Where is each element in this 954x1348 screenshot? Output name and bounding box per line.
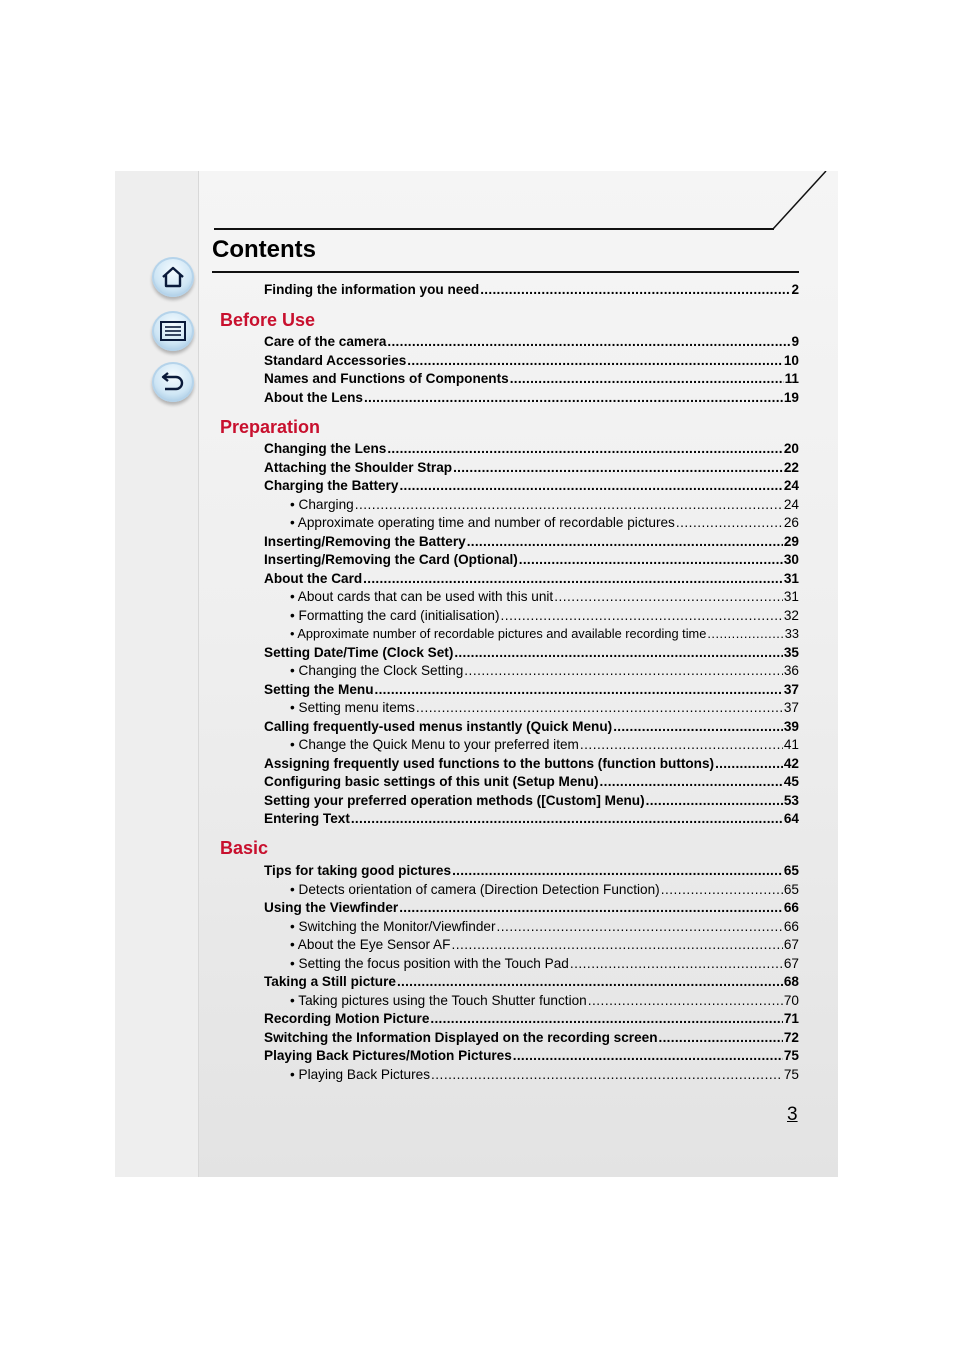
toc-entry-label: • Charging: [290, 497, 354, 512]
toc-entry-page: 24: [783, 478, 799, 493]
toc-entry-label: Calling frequently-used menus instantly (Quick Menu): [264, 719, 613, 734]
toc-entry-label: Finding the information you need: [264, 282, 480, 297]
dot-leader: [554, 588, 783, 606]
toc-entry-page: 2: [791, 282, 799, 297]
menu-list-icon: [159, 320, 187, 342]
toc-entry-page: 37: [783, 700, 799, 715]
page-number[interactable]: 3: [787, 1104, 798, 1125]
toc-subentry[interactable]: [290, 955, 799, 973]
toc-entry-label: • Detects orientation of camera (Direction Detection Function): [290, 882, 660, 897]
toc-entry[interactable]: [264, 370, 799, 388]
page-title: Contents: [212, 236, 316, 263]
toc-entry[interactable]: [264, 792, 799, 810]
toc-subentry[interactable]: [290, 881, 799, 899]
toc-entry-label: Names and Functions of Components: [264, 371, 509, 386]
dot-leader: [416, 699, 783, 717]
toc-entry-page: 67: [783, 956, 799, 971]
dot-leader: [510, 370, 784, 388]
toc-subentry[interactable]: [290, 699, 799, 717]
toc-entry-label: Standard Accessories: [264, 353, 407, 368]
toc-entry-page: 20: [783, 441, 799, 456]
dot-leader: [497, 918, 783, 936]
toc-entry-label: Recording Motion Picture: [264, 1011, 430, 1026]
toc-entry[interactable]: [264, 1010, 799, 1028]
toc-entry-label: • Taking pictures using the Touch Shutter function: [290, 993, 587, 1008]
toc-entry-page: 11: [784, 371, 799, 386]
toc-entry-label: • Playing Back Pictures: [290, 1067, 430, 1082]
dot-leader: [363, 570, 783, 588]
toc-entry-page: 68: [783, 974, 799, 989]
toc-entry-page: 22: [783, 460, 799, 475]
toc-entry-label: Entering Text: [264, 811, 350, 826]
toc-subentry[interactable]: [290, 736, 799, 754]
toc-entry-page: 10: [783, 353, 799, 368]
dot-leader: [399, 899, 783, 917]
toc-entry-label: Playing Back Pictures/Motion Pictures: [264, 1048, 512, 1063]
dot-leader: [355, 496, 783, 514]
toc-subentry[interactable]: [290, 625, 799, 643]
toc-entry-page: 24: [783, 497, 799, 512]
toc-entry-page: 45: [783, 774, 799, 789]
toc-entry-label: • Changing the Clock Setting: [290, 663, 464, 678]
toc-entry-page: 31: [783, 589, 799, 604]
dot-leader: [453, 459, 783, 477]
toc-entry-page: 65: [783, 882, 799, 897]
dot-leader: [451, 936, 782, 954]
toc-entry-label: Inserting/Removing the Card (Optional): [264, 552, 518, 567]
toc-entry-label: Taking a Still picture: [264, 974, 396, 989]
toc-subentry[interactable]: [290, 496, 799, 514]
toc-entry-label: • About the Eye Sensor AF: [290, 937, 451, 952]
toc-entry-page: 37: [783, 682, 799, 697]
toc-entry-label: • About cards that can be used with this unit: [290, 589, 554, 604]
toc-subentry[interactable]: [290, 918, 799, 936]
toc-entry-page: 66: [783, 900, 799, 915]
dot-leader: [464, 662, 783, 680]
dot-leader: [387, 333, 790, 351]
toc-entry-page: 67: [783, 937, 799, 952]
toc-entry-label: Changing the Lens: [264, 441, 387, 456]
toc-entry-page: 42: [783, 756, 799, 771]
toc-entry-label: Attaching the Shoulder Strap: [264, 460, 453, 475]
toc-entry-page: 53: [783, 793, 799, 808]
dot-leader: [480, 281, 790, 299]
toc-entry-label: Assigning frequently used functions to the buttons (function buttons): [264, 756, 715, 771]
toc-entry-label: • Change the Quick Menu to your preferred item: [290, 737, 579, 752]
dot-leader: [513, 1047, 783, 1065]
dot-leader: [430, 1010, 782, 1028]
toc-entry-page: 29: [783, 534, 799, 549]
toc-entry[interactable]: [264, 570, 799, 588]
dot-leader: [676, 514, 783, 532]
dot-leader: [570, 955, 783, 973]
section-heading: Basic: [220, 838, 269, 858]
dot-leader: [580, 736, 783, 754]
dot-leader: [519, 551, 783, 569]
toc-entry-label: Setting your preferred operation methods ([Custom] Menu): [264, 793, 645, 808]
dot-leader: [600, 773, 783, 791]
toc-entry-label: Setting Date/Time (Clock Set): [264, 645, 454, 660]
toc-entry-page: 35: [783, 645, 799, 660]
toc-entry-label: • Switching the Monitor/Viewfinder: [290, 919, 496, 934]
toc-entry-label: • Setting the focus position with the Touch Pad: [290, 956, 569, 971]
toc-subentry[interactable]: [290, 514, 799, 532]
dot-leader: [613, 718, 783, 736]
title-rule: [212, 271, 799, 273]
toc-entry-page: 19: [783, 390, 799, 405]
toc-entry-label: • Formatting the card (initialisation): [290, 608, 500, 623]
back-button[interactable]: [152, 362, 194, 402]
toc-entry[interactable]: [264, 862, 799, 880]
toc-entry-page: 39: [783, 719, 799, 734]
toc-entry[interactable]: [264, 1047, 799, 1065]
toc-entry-label: Charging the Battery: [264, 478, 399, 493]
dot-leader: [588, 992, 783, 1010]
toc-entry[interactable]: [264, 440, 799, 458]
toc-entry-page: 30: [783, 552, 799, 567]
dot-leader: [467, 533, 783, 551]
toc-entry-page: 32: [783, 608, 799, 623]
section-heading: Before Use: [220, 310, 316, 330]
toc-entry-label: Inserting/Removing the Battery: [264, 534, 466, 549]
dot-leader: [375, 681, 783, 699]
toc-entry-page: 33: [784, 626, 799, 641]
dot-leader: [364, 389, 783, 407]
section-heading: Preparation: [220, 417, 321, 437]
return-icon: [160, 371, 186, 393]
toc-entry-page: 64: [783, 811, 799, 826]
dot-leader: [407, 352, 783, 370]
toc-entry[interactable]: [264, 1029, 799, 1047]
dot-leader: [661, 881, 783, 899]
toc-subentry[interactable]: [290, 588, 799, 606]
toc-entry[interactable]: [264, 551, 799, 569]
toc-entry-page: 75: [783, 1067, 799, 1082]
toc-subentry[interactable]: [290, 992, 799, 1010]
dot-leader: [399, 477, 782, 495]
toc-entry-page: 71: [783, 1011, 799, 1026]
toc-entry-page: 75: [783, 1048, 799, 1063]
toc-entry[interactable]: [264, 333, 799, 351]
dot-leader: [351, 810, 783, 828]
dot-leader: [397, 973, 783, 991]
toc-entry-label: Setting the Menu: [264, 682, 374, 697]
toc-entry-page: 36: [783, 663, 799, 678]
toc-entry-page: 41: [783, 737, 799, 752]
home-icon: [160, 265, 186, 289]
toc-entry[interactable]: [264, 973, 799, 991]
toc-entry[interactable]: [264, 477, 799, 495]
dot-leader: [452, 862, 783, 880]
toc-entry-label: Tips for taking good pictures: [264, 863, 452, 878]
dot-leader: [646, 792, 783, 810]
dot-leader: [454, 644, 783, 662]
toc-entry[interactable]: [264, 281, 799, 299]
toc-entry-label: • Setting menu items: [290, 700, 415, 715]
toc-entry-label: Switching the Information Displayed on the recording screen: [264, 1030, 658, 1045]
toc-entry-label: • Approximate number of recordable pictures and available recording time: [290, 626, 707, 641]
toc-entry[interactable]: [264, 755, 799, 773]
toc-entry-page: 9: [791, 334, 799, 349]
dot-leader: [431, 1066, 783, 1084]
toc-entry-page: 65: [783, 863, 799, 878]
toc-entry-page: 72: [783, 1030, 799, 1045]
header-rule: [198, 171, 838, 233]
toc-subentry[interactable]: [290, 662, 799, 680]
toc-entry[interactable]: [264, 810, 799, 828]
dot-leader: [715, 755, 783, 773]
toc-entry[interactable]: [264, 773, 799, 791]
toc-entry[interactable]: [264, 718, 799, 736]
toc-entry[interactable]: [264, 644, 799, 662]
dot-leader: [707, 625, 783, 643]
toc-entry-label: • Approximate operating time and number of recordable pictures: [290, 515, 675, 530]
toc-entry-label: About the Card: [264, 571, 363, 586]
home-button[interactable]: [152, 257, 194, 297]
toc-entry-label: Care of the camera: [264, 334, 387, 349]
toc-entry-label: Configuring basic settings of this unit (Setup Menu): [264, 774, 599, 789]
toc-subentry[interactable]: [290, 607, 799, 625]
toc-entry[interactable]: [264, 352, 799, 370]
toc-entry[interactable]: [264, 459, 799, 477]
toc-entry-label: About the Lens: [264, 390, 363, 405]
toc-entry[interactable]: [264, 681, 799, 699]
toc-entry-page: 26: [783, 515, 799, 530]
toc-subentry[interactable]: [290, 1066, 799, 1084]
contents-button[interactable]: [152, 311, 194, 351]
dot-leader: [501, 607, 783, 625]
toc-entry-page: 66: [783, 919, 799, 934]
toc-entry[interactable]: [264, 533, 799, 551]
toc-entry-page: 31: [783, 571, 799, 586]
toc-entry[interactable]: [264, 899, 799, 917]
toc-entry[interactable]: [264, 389, 799, 407]
toc-entry-page: 70: [783, 993, 799, 1008]
dot-leader: [659, 1029, 783, 1047]
toc-subentry[interactable]: [290, 936, 799, 954]
toc-entry-label: Using the Viewfinder: [264, 900, 399, 915]
dot-leader: [387, 440, 783, 458]
